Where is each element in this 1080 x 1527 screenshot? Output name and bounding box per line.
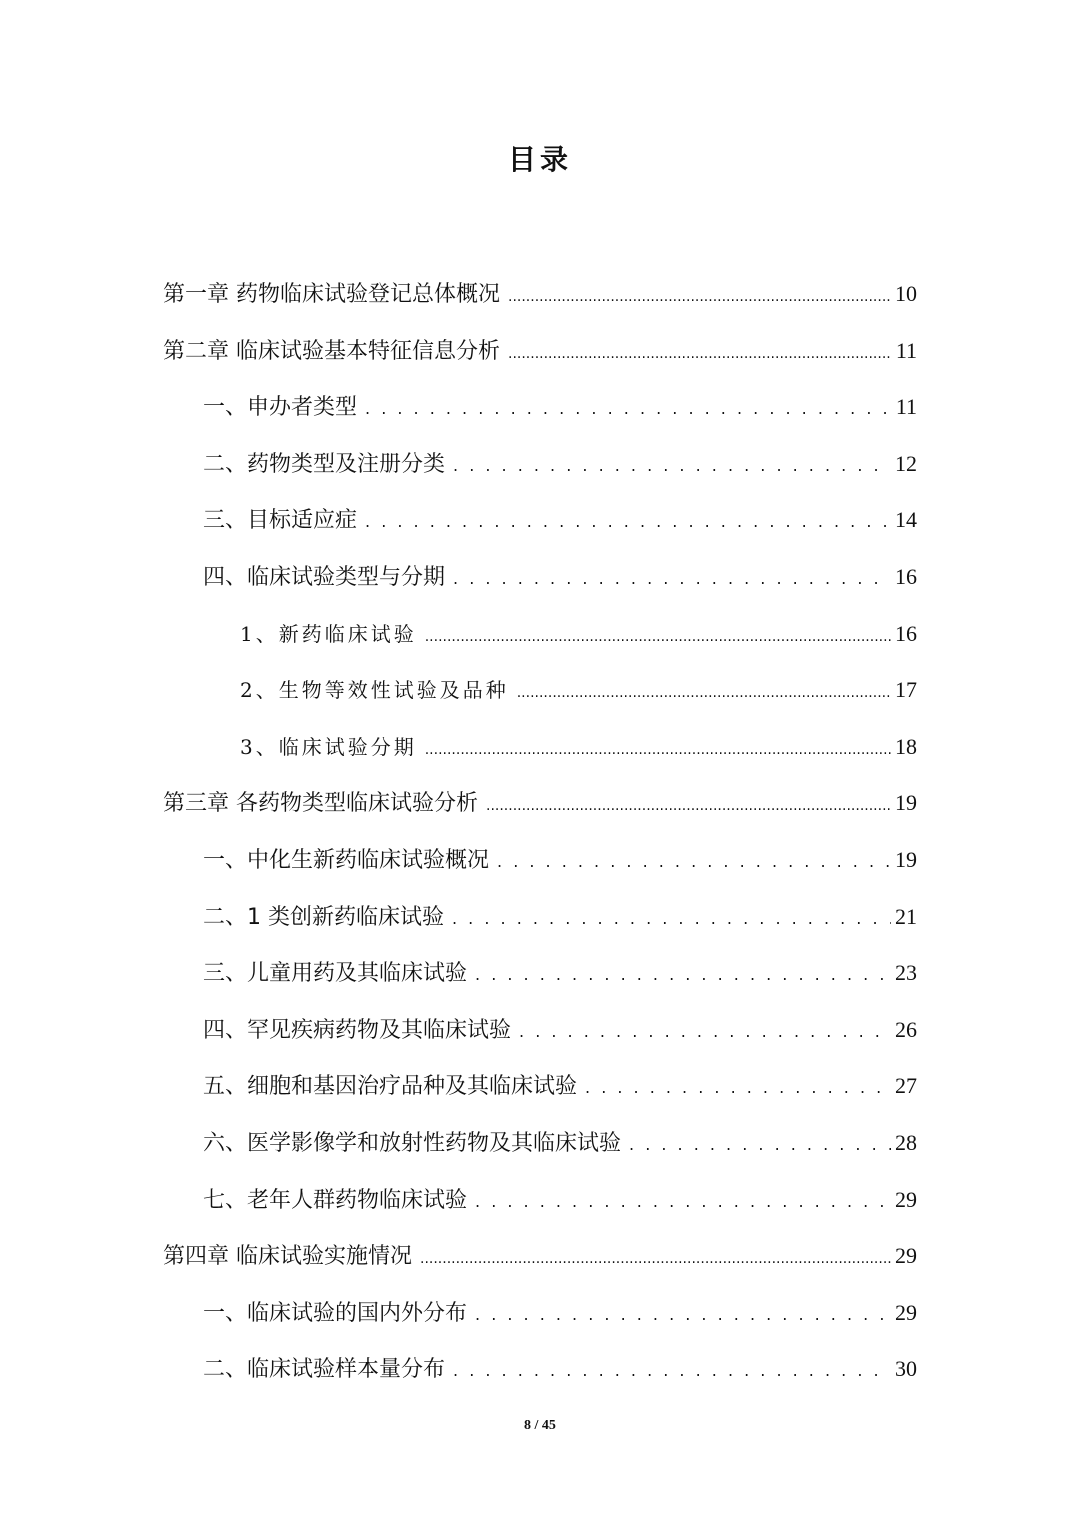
toc-entry-label: 二、1 类创新药临床试验 — [203, 904, 444, 930]
toc-entry-label: 三、目标适应症 — [203, 508, 358, 534]
toc-entry-label: 第三章 各药物类型临床试验分析 — [163, 791, 478, 817]
toc-page-number: 21 — [895, 903, 917, 929]
toc-dot-leader — [365, 498, 891, 546]
toc-dot-leader — [453, 442, 891, 490]
toc-entry-section[interactable] — [203, 496, 917, 544]
toc-dot-leader — [425, 612, 891, 661]
toc-entry-section[interactable] — [203, 1119, 917, 1167]
toc-entry-chapter-4[interactable] — [163, 1232, 917, 1280]
toc-dot-leader — [508, 329, 892, 378]
toc-page-number: 19 — [895, 790, 917, 816]
toc-entry-label: 第四章 临床试验实施情况 — [163, 1244, 412, 1270]
toc-dot-leader — [585, 1064, 891, 1112]
toc-entry-label: 二、临床试验样本量分布 — [203, 1357, 446, 1383]
toc-page-number: 30 — [895, 1356, 917, 1382]
toc-entry-section[interactable] — [203, 440, 917, 488]
toc-page-number: 11 — [895, 394, 917, 420]
toc-entry-chapter-2[interactable] — [163, 327, 917, 375]
toc-entry-label: 1、新药临床试验 — [240, 621, 417, 646]
toc-entry-section[interactable] — [203, 553, 917, 601]
toc-page-number: 29 — [895, 1243, 917, 1269]
toc-page-number: 27 — [895, 1073, 917, 1099]
toc-entry-chapter-1[interactable] — [163, 270, 917, 318]
toc-page-number: 14 — [895, 507, 917, 533]
toc-page-number: 17 — [895, 677, 917, 703]
toc-entry-label: 3、临床试验分期 — [240, 734, 417, 759]
toc-entry-section[interactable] — [203, 1062, 917, 1110]
toc-page-number: 10 — [895, 281, 917, 306]
toc-page-number: 29 — [895, 1299, 917, 1325]
toc-entry-label: 一、中化生新药临床试验概况 — [203, 848, 490, 873]
toc-dot-leader — [475, 1291, 891, 1339]
toc-page-number: 11 — [895, 337, 917, 363]
toc-page-number: 18 — [895, 733, 917, 759]
toc-page-number: 19 — [895, 847, 917, 872]
toc-entry-label: 五、细胞和基因治疗品种及其临床试验 — [203, 1074, 578, 1100]
toc-dot-leader — [452, 895, 891, 943]
toc-entry-section[interactable] — [203, 836, 917, 884]
toc-entry-label: 四、罕见疾病药物及其临床试验 — [203, 1017, 512, 1043]
toc-entry-section[interactable] — [203, 1289, 917, 1337]
toc-dot-leader — [486, 781, 891, 830]
toc-entry-subsection[interactable] — [240, 723, 917, 771]
toc-entry-label: 一、申办者类型 — [203, 395, 358, 421]
toc-page-number: 12 — [895, 450, 917, 476]
toc-dot-leader — [365, 385, 892, 433]
toc-entry-section[interactable] — [203, 1006, 917, 1054]
toc-dot-leader — [508, 272, 891, 321]
toc-dot-leader — [475, 951, 891, 999]
toc-entry-label: 第二章 临床试验基本特征信息分析 — [163, 338, 500, 364]
toc-entry-section[interactable] — [203, 949, 917, 997]
toc-dot-leader — [453, 1347, 891, 1395]
toc-entry-label: 七、老年人群药物临床试验 — [203, 1187, 468, 1213]
toc-entry-section[interactable] — [203, 383, 917, 431]
toc-entry-section[interactable] — [203, 893, 917, 941]
toc-page-number: 16 — [895, 620, 917, 646]
toc-page-number: 16 — [895, 564, 917, 589]
toc-entry-label: 第一章 药物临床试验登记总体概况 — [163, 282, 500, 307]
toc-entry-subsection[interactable] — [240, 666, 917, 714]
toc-page-number: 29 — [895, 1186, 917, 1212]
toc-entry-subsection[interactable] — [240, 610, 917, 658]
toc-page-number: 28 — [895, 1130, 917, 1155]
toc-dot-leader — [420, 1234, 891, 1283]
toc-entry-section[interactable] — [203, 1345, 917, 1393]
page-number-footer: 8 / 45 — [524, 1418, 556, 1433]
toc-dot-leader — [517, 668, 891, 717]
page-title: 目录 — [507, 143, 572, 176]
toc-entry-section[interactable] — [203, 1176, 917, 1224]
toc-dot-leader — [425, 725, 891, 774]
toc-entry-label: 三、儿童用药及其临床试验 — [203, 961, 468, 987]
toc-entry-label: 四、临床试验类型与分期 — [203, 565, 446, 590]
toc-entry-label: 二、药物类型及注册分类 — [203, 451, 446, 477]
toc-page-number: 26 — [895, 1016, 917, 1042]
toc-entry-label: 一、临床试验的国内外分布 — [203, 1300, 468, 1326]
toc-dot-leader — [497, 838, 891, 886]
toc-page-number: 23 — [895, 960, 917, 986]
toc-dot-leader — [453, 555, 891, 603]
toc-entry-label: 六、医学影像学和放射性药物及其临床试验 — [203, 1131, 622, 1156]
toc-entry-label: 2、生物等效性试验及品种 — [240, 678, 509, 703]
toc-dot-leader — [475, 1178, 891, 1226]
toc-dot-leader — [519, 1008, 891, 1056]
toc-entry-chapter-3[interactable] — [163, 779, 917, 827]
toc-dot-leader — [629, 1121, 891, 1169]
